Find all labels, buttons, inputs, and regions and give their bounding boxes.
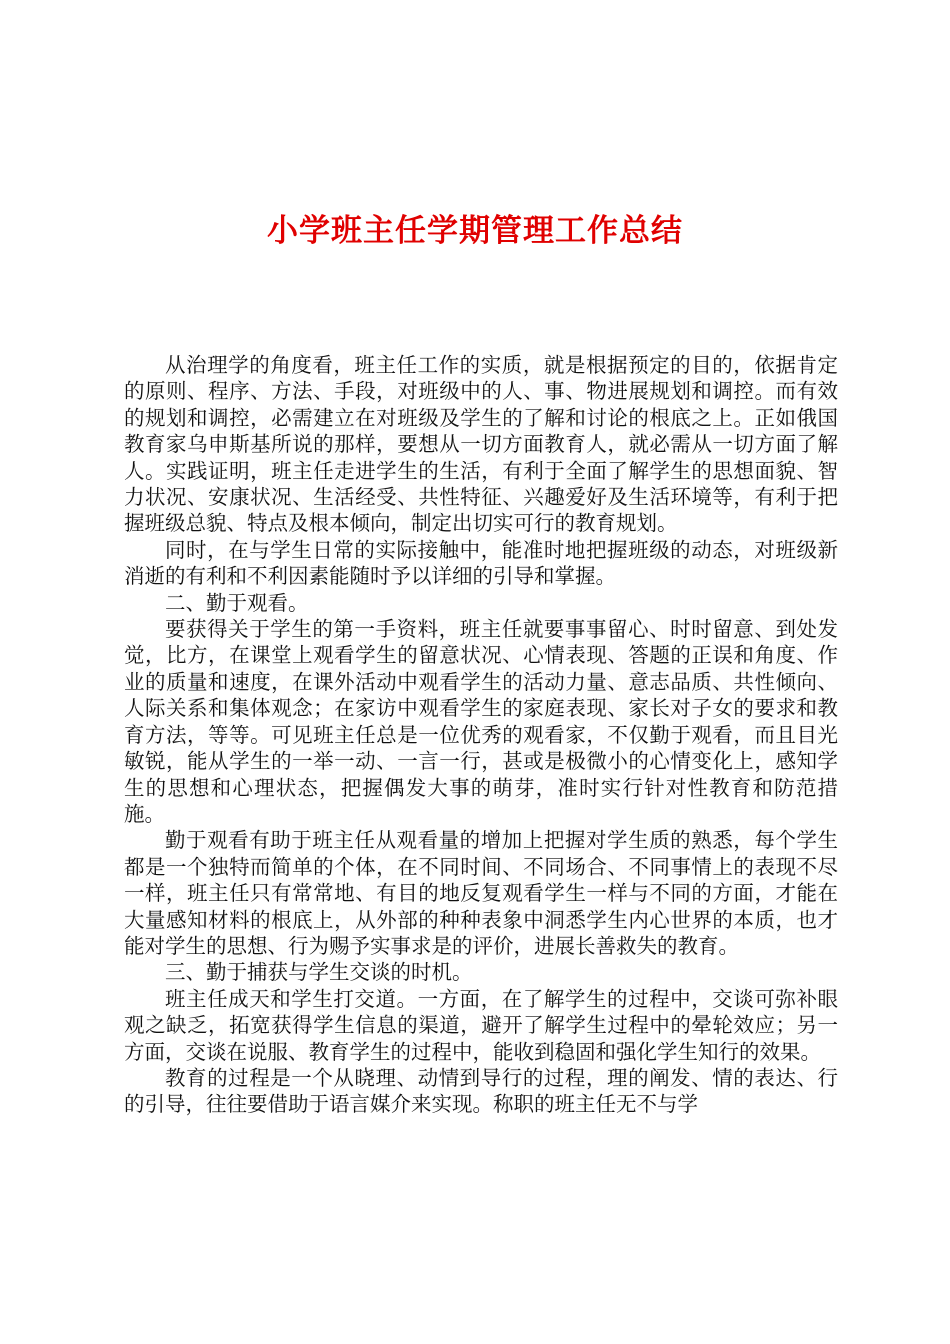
paragraph: 教育的过程是一个从晓理、动情到导行的过程，理的阐发、情的表达、行的引导，往往要借助于语言媒介来实现。称职的班主任无不与学 [124,1065,838,1117]
document-body [124,352,838,1118]
document-title: 小学班主任学期管理工作总结 [267,213,683,249]
section-heading: 三、勤于捕获与学生交谈的时机。 [165,960,473,985]
paragraph: 班主任成天和学生打交道。一方面，在了解学生的过程中，交谈可弥补眼观之缺乏，拓宽获得学生信息的渠道，避开了解学生过程中的晕轮效应；另一方面，交谈在说服、教育学生的过程中，能收到稳固和强化学生知行的效果。 [124,986,838,1064]
paragraph: 同时，在与学生日常的实际接触中，能准时地把握班级的动态，对班级新消逝的有利和不利因素能随时予以详细的引导和掌握。 [124,537,838,589]
section-heading: 二、勤于观看。 [165,590,309,615]
paragraph: 从治理学的角度看，班主任工作的实质，就是根据预定的目的，依据肯定的原则、程序、方法、手段，对班级中的人、事、物进展规划和调控。而有效的规划和调控，必需建立在对班级及学生的了解和讨论的根底之上。正如俄国教育家乌申斯基所说的那样，要想从一切方面教育人，就必需从一切方面了解人。实践证明，班主任走进学生的生活，有利于全面了解学生的思想面貌、智力状况、安康状况、生活经受、共性特征、兴趣爱好及生活环境等，有利于把握班级总貌、特点及根本倾向，制定出切实可行的教育规划。 [124,353,838,536]
paragraph: 勤于观看有助于班主任从观看量的增加上把握对学生质的熟悉，每个学生都是一个独特而简单的个体，在不同时间、不同场合、不同事情上的表现不尽一样，班主任只有常常地、有目的地反复观看学生一样与不同的方面，才能在大量感知材料的根底上，从外部的种种表象中洞悉学生内心世界的本质，也才能对学生的思想、行为赐予实事求是的评价，进展长善救失的教育。 [124,828,838,958]
paragraph: 要获得关于学生的第一手资料，班主任就要事事留心、时时留意、到处发觉，比方，在课堂上观看学生的留意状况、心情表现、答题的正误和角度、作业的质量和速度，在课外活动中观看学生的活动力量、意志品质、共性倾向、人际关系和集体观念；在家访中观看学生的家庭表现、家长对子女的要求和教育方法，等等。可见班主任总是一位优秀的观看家，不仅勤于观看，而且目光敏锐，能从学生的一举一动、一言一行，甚或是极微小的心情变化上，感知学生的思想和心理状态，把握偶发大事的萌芽，准时实行针对性教育和防范措施。 [124,617,838,826]
